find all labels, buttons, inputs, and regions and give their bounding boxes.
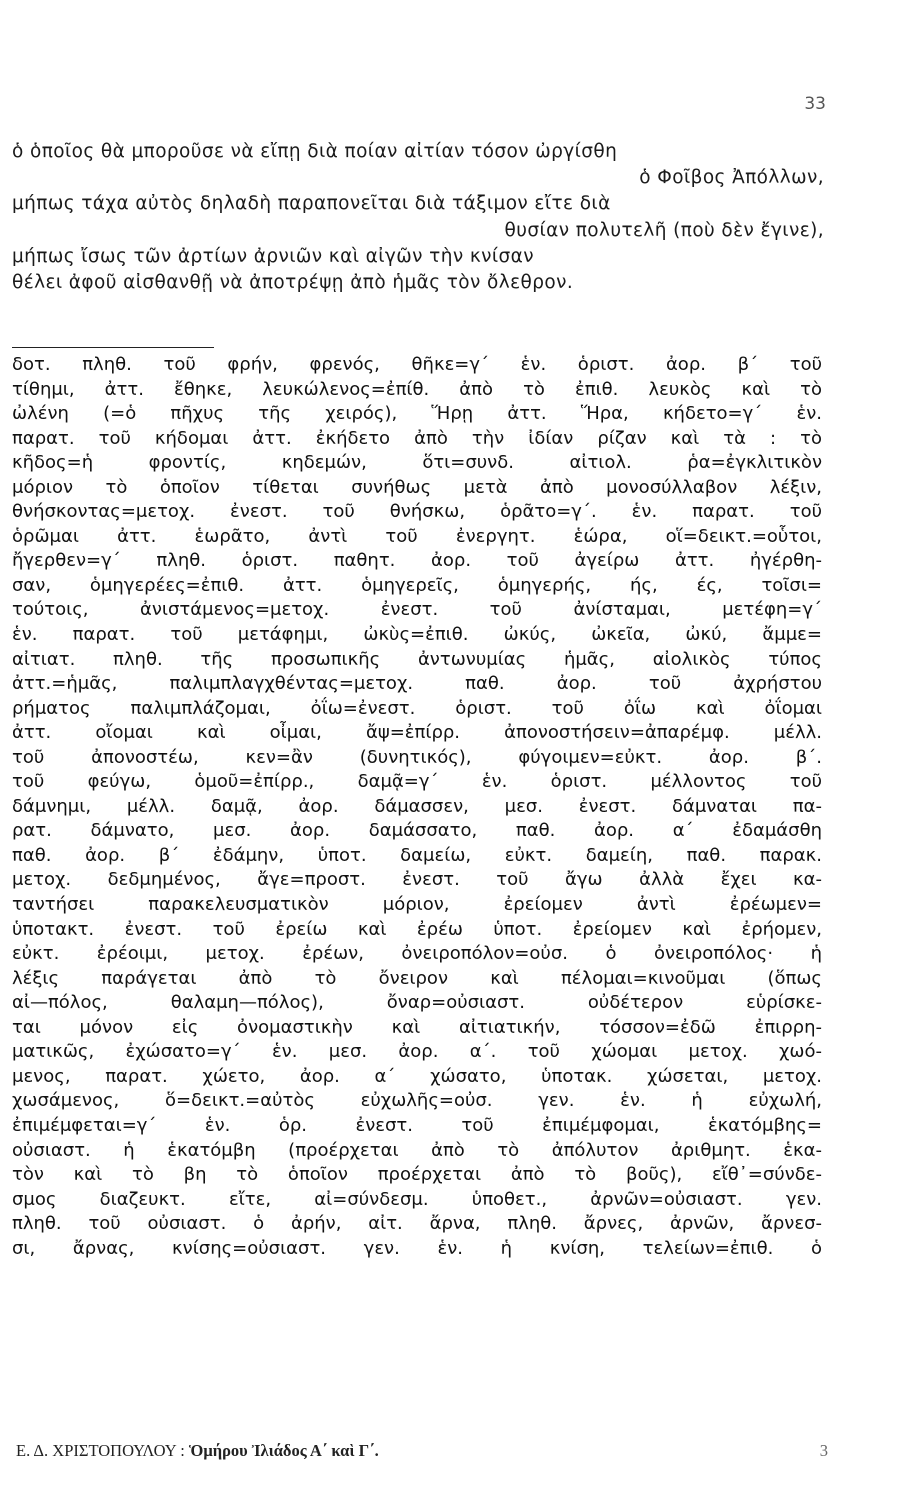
- note-line: δοτ. πληθ. τοῦ φρήν, φρενός, θῆκε=γ΄ ἑν. ὁριστ. ἀορ. β΄ τοῦ: [12, 354, 822, 375]
- note-line: κῆδος=ἡ φροντίς, κηδεμών, ὅτι=συνδ. αἰτιολ. ῥα=ἐγκλιτικὸν: [12, 452, 822, 474]
- grammar-notes: [12, 353, 822, 1261]
- note-line: τοῦ ἀπονοστέω, κεν=ἂν (δυνητικός), φύγοιμεν=εὐκτ. ἀορ. β΄.: [12, 746, 822, 768]
- note-line: εὐκτ. ἐρέοιμι, μετοχ. ἐρέων, ὀνειροπόλον=οὐσ. ὁ ὀνειροπόλος· ἡ: [12, 943, 822, 965]
- signature-mark: 3: [819, 1441, 828, 1460]
- note-line: ρατ. δάμνατο, μεσ. ἀορ. δαμάσσατο, παθ. ἀορ. α΄ ἐδαμάσθη: [12, 820, 822, 842]
- note-line: θνήσκοντας=μετοχ. ἐνεστ. τοῦ θνήσκω, ὁρᾶτο=γ΄. ἑν. παρατ. τοῦ: [12, 501, 822, 523]
- note-line: ται μόνον εἰς ὀνομαστικὴν καὶ αἰτιατικήν, τόσσον=ἐδῶ ἐπιρρη-: [12, 1016, 822, 1038]
- poem-line: ὁ ὁποῖος θὰ μποροῦσε νὰ εἴπῃ διὰ ποίαν αἰτίαν τόσον ὠργίσθη: [12, 141, 618, 162]
- footer-author: Ε. Δ. ΧΡΙΣΤΟΠΟΥΛΟΥ :: [16, 1441, 189, 1460]
- page-number: 33: [804, 94, 826, 114]
- footer-credit: [16, 1441, 379, 1461]
- note-line: χωσάμενος, ὅ=δεικτ.=αὐτὸς εὐχωλῆς=οὐσ. γεν. ἑν. ἡ εὐχωλή,: [12, 1090, 822, 1112]
- note-line: αἰτιατ. πληθ. τῆς προσωπικῆς ἀντωνυμίας ἡμᾶς, αἰολικὸς τύπος: [12, 648, 822, 670]
- note-line: ὑποτακτ. ἐνεστ. τοῦ ἐρείω καὶ ἐρέω ὑποτ. ἐρείομεν καὶ ἐρήομεν,: [12, 918, 822, 940]
- poem-line: μήπως ἴσως τῶν ἀρτίων ἀρνιῶν καὶ αἰγῶν τὴν κνίσαν: [12, 245, 534, 267]
- note-line: ἀττ. οἴομαι καὶ οἶμαι, ἄψ=ἐπίρρ. ἀπονοστήσειν=ἀπαρέμφ. μέλλ.: [12, 722, 822, 744]
- poem-line: θέλει ἀφοῦ αἰσθανθῇ νὰ ἀποτρέψῃ ἀπὸ ἡμᾶς τὸν ὄλεθρον.: [12, 272, 574, 294]
- note-line: ἤγερθεν=γ΄ πληθ. ὁριστ. παθητ. ἀορ. τοῦ ἀγείρω ἀττ. ἠγέρθη-: [12, 550, 822, 572]
- poem-line: μήπως τάχα αὐτὸς δηλαδὴ παραπονεῖται διὰ τάξιμον εἴτε διὰ: [12, 193, 611, 215]
- note-line: τὸν καὶ τὸ βη τὸ ὁποῖον προέρχεται ἀπὸ τὸ βοῦς), εἴθ᾽=σύνδε-: [12, 1164, 822, 1186]
- note-line: ὠλένη (=ὁ πῆχυς τῆς χειρός), Ἥρῃ ἀττ. Ἥρα, κήδετο=γ΄ ἑν.: [12, 403, 822, 425]
- page-footer: [16, 1441, 828, 1465]
- poem-translation: [12, 139, 824, 296]
- note-line: ἀττ.=ἡμᾶς, παλιμπλαγχθέντας=μετοχ. παθ. ἀορ. τοῦ ἀχρήστου: [12, 673, 822, 695]
- note-line: αἰ—πόλος, θαλαμη—πόλος), ὄναρ=οὐσιαστ. οὐδέτερον εὑρίσκε-: [12, 992, 822, 1014]
- poem-line: ὁ Φοῖβος Ἀπόλλων,: [639, 167, 824, 189]
- note-line: λέξις παράγεται ἀπὸ τὸ ὄνειρον καὶ πέλομαι=κινοῦμαι (ὅπως: [12, 967, 822, 989]
- note-line: ὁρῶμαι ἀττ. ἑωρᾶτο, ἀντὶ τοῦ ἐνεργητ. ἑώρα, οἵ=δεικτ.=οὗτοι,: [12, 525, 822, 547]
- note-line: παθ. ἀορ. β΄ ἐδάμην, ὑποτ. δαμείω, εὐκτ. δαμείη, παθ. παρακ.: [12, 844, 822, 866]
- note-line: οὐσιαστ. ἡ ἑκατόμβη (προέρχεται ἀπὸ τὸ ἀπόλυτον ἀριθμητ. ἑκα-: [12, 1139, 822, 1161]
- note-line: δάμνημι, μέλλ. δαμᾷ, ἀορ. δάμασσεν, μεσ. ἐνεστ. δάμναται πα-: [12, 795, 822, 817]
- note-line: μόριον τὸ ὁποῖον τίθεται συνήθως μετὰ ἀπὸ μονοσύλλαβον λέξιν,: [12, 476, 822, 498]
- note-line: ματικῶς, ἐχώσατο=γ΄ ἑν. μεσ. ἀορ. α΄. τοῦ χώομαι μετοχ. χωό-: [12, 1041, 822, 1063]
- note-line: μετοχ. δεδμημένος, ἄγε=προστ. ἐνεστ. τοῦ ἄγω ἀλλὰ ἔχει κα-: [12, 869, 822, 891]
- note-line: ἐπιμέμφεται=γ΄ ἑν. ὁρ. ἐνεστ. τοῦ ἐπιμέμφομαι, ἑκατόμβης=: [12, 1114, 822, 1136]
- note-line: τούτοις, ἀνιστάμενος=μετοχ. ἐνεστ. τοῦ ἀνίσταμαι, μετέφη=γ΄: [12, 599, 822, 621]
- note-line: ἑν. παρατ. τοῦ μετάφημι, ὠκὺς=ἐπιθ. ὠκύς, ὠκεῖα, ὠκύ, ἄμμε=: [12, 624, 822, 646]
- note-line: ρήματος παλιμπλάζομαι, ὀΐω=ἐνεστ. ὁριστ. τοῦ ὀΐω καὶ ὀΐομαι: [12, 697, 822, 719]
- note-line: πληθ. τοῦ οὐσιαστ. ὁ ἀρήν, αἰτ. ἄρνα, πληθ. ἄρνες, ἀρνῶν, ἄρνεσ-: [12, 1213, 822, 1235]
- note-line: σι, ἄρνας, κνίσης=οὐσιαστ. γεν. ἑν. ἡ κνίση, τελείων=ἐπιθ. ὁ: [12, 1237, 822, 1259]
- footer-book-title: Ὁμήρου Ἰλιάδος Α΄ καὶ Γ΄.: [188, 1441, 379, 1460]
- note-line: τίθημι, ἀττ. ἔθηκε, λευκώλενος=ἐπίθ. ἀπὸ τὸ ἐπιθ. λευκὸς καὶ τὸ: [12, 378, 822, 400]
- note-line: ταντήσει παρακελευσματικὸν μόριον, ἐρείομεν ἀντὶ ἐρέωμεν=: [12, 894, 822, 916]
- note-line: σμος διαζευκτ. εἴτε, αἰ=σύνδεσμ. ὑποθετ., ἀρνῶν=οὐσιαστ. γεν.: [12, 1188, 822, 1210]
- note-line: μενος, παρατ. χώετο, ἀορ. α΄ χώσατο, ὑποτακ. χώσεται, μετοχ.: [12, 1065, 822, 1087]
- poem-line: θυσίαν πολυτελῆ (ποὺ δὲν ἔγινε),: [504, 219, 824, 241]
- section-divider: [12, 347, 214, 348]
- note-line: παρατ. τοῦ κήδομαι ἀττ. ἐκήδετο ἀπὸ τὴν ἰδίαν ρίζαν καὶ τὰ : τὸ: [12, 427, 822, 449]
- note-line: σαν, ὁμηγερέες=ἐπιθ. ἀττ. ὁμηγερεῖς, ὁμηγερής, ής, ές, τοῖσι=: [12, 574, 822, 596]
- note-line: τοῦ φεύγω, ὁμοῦ=ἐπίρρ., δαμᾷ=γ΄ ἑν. ὁριστ. μέλλοντος τοῦ: [12, 771, 822, 793]
